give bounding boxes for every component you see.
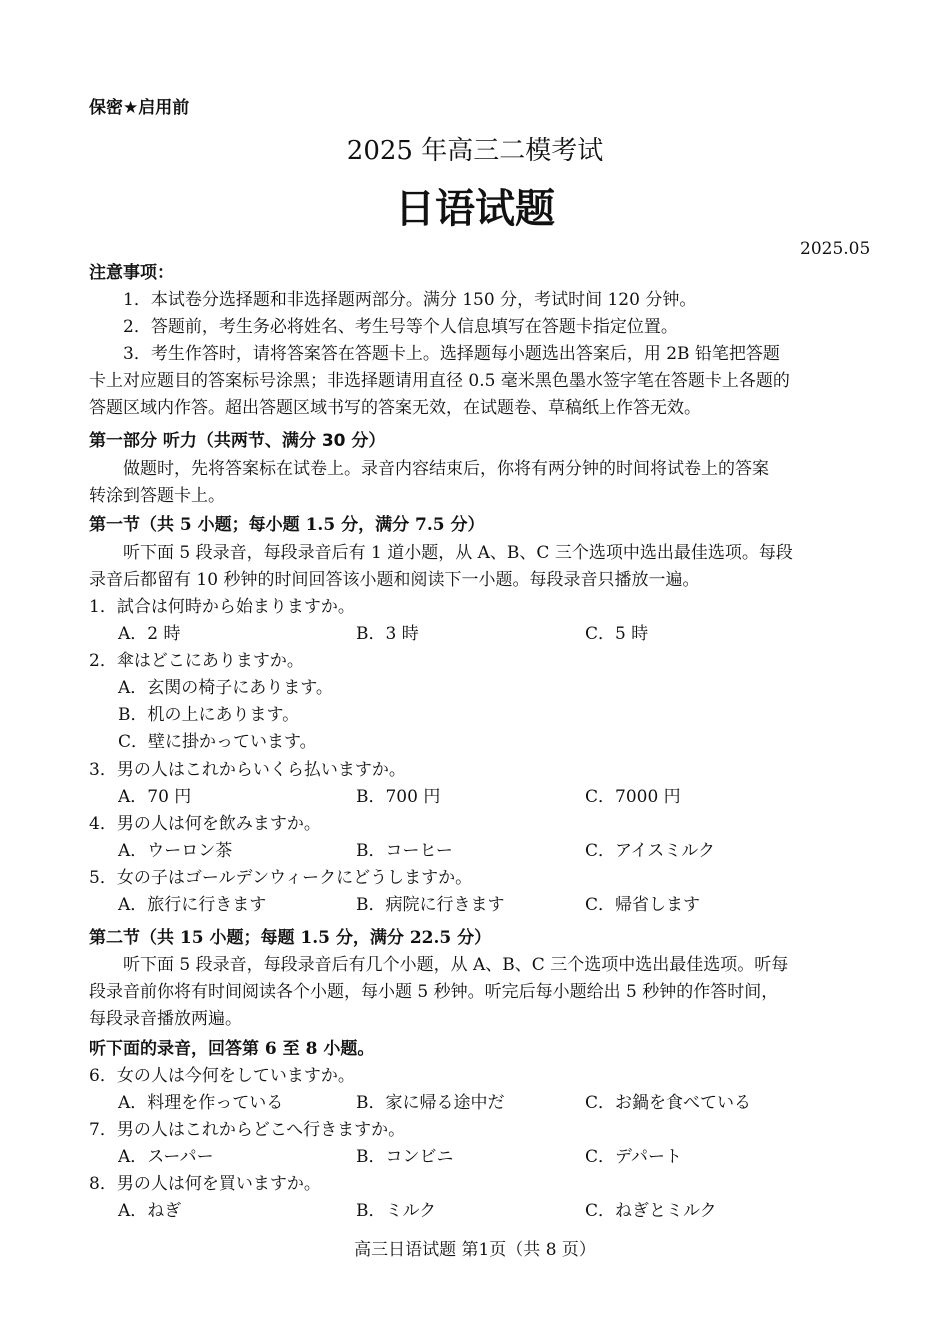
option-a: A．旅行に行きます — [118, 895, 267, 915]
question-stem: 1．試合は何時から始まりますか。 — [89, 597, 355, 617]
question-stem: 7．男の人はこれからどこへ行きますか。 — [89, 1120, 406, 1140]
option-b: B．机の上にあります。 — [118, 705, 300, 725]
option-b: B．コンビニ — [356, 1147, 454, 1167]
option-c: C．帰省します — [585, 895, 701, 915]
confidential-label: 保密★启用前 — [89, 98, 190, 118]
option-c: C．壁に掛かっています。 — [118, 732, 317, 752]
option-c: C．7000 円 — [585, 787, 681, 807]
note-item: 3．考生作答时，请将答案答在答题卡上。选择题每小题选出答案后，用 2B 铅笔把答题 — [123, 344, 780, 364]
note-item: 1．本试卷分选择题和非选择题两部分。满分 150 分，考试时间 120 分钟。 — [123, 290, 697, 310]
option-a: A．料理を作っている — [118, 1093, 284, 1113]
option-a: A．スーパー — [118, 1147, 214, 1167]
question-stem: 6．女の人は今何をしていますか。 — [89, 1066, 355, 1086]
question-stem: 2．傘はどこにありますか。 — [89, 651, 304, 671]
subject-title: 日语试题 — [395, 186, 555, 232]
option-a: A．ウーロン茶 — [118, 841, 233, 861]
page-footer: 高三日语试题 第1页（共 8 页） — [354, 1240, 596, 1260]
question-stem: 4．男の人は何を飲みますか。 — [89, 814, 321, 834]
option-b: B．ミルク — [356, 1201, 437, 1221]
section2-intro: 每段录音播放两遍。 — [89, 1009, 242, 1029]
option-b: B．病院に行きます — [356, 895, 505, 915]
section2-intro: 听下面 5 段录音，每段录音后有几个小题，从 A、B、C 三个选项中选出最佳选项。听每 — [123, 955, 789, 975]
section1-heading: 第一节（共 5 小题；每小题 1.5 分，满分 7.5 分） — [89, 515, 485, 535]
note-item: 2．答题前，考生务必将姓名、考生号等个人信息填写在答题卡指定位置。 — [123, 317, 678, 337]
section2-intro: 段录音前你将有时间阅读各个小题，每小题 5 秒钟。听完后每小题给出 5 秒钟的作答时间， — [89, 982, 779, 1002]
note-item: 卡上对应题目的答案标号涂黑；非选择题请用直径 0.5 毫米黑色墨水签字笔在答题卡上各题的 — [89, 371, 790, 391]
option-b: B．コーヒー — [356, 841, 453, 861]
option-a: A．ねぎ — [118, 1201, 182, 1221]
question-stem: 5．女の子はゴールデンウィークにどうしますか。 — [89, 868, 473, 888]
option-c: C．お鍋を食べている — [585, 1093, 752, 1113]
part1-intro: 转涂到答题卡上。 — [89, 486, 225, 506]
option-a: A．2 時 — [118, 624, 181, 644]
part1-intro: 做题时，先将答案标在试卷上。录音内容结束后，你将有两分钟的时间将试卷上的答案 — [123, 459, 769, 479]
section2-heading: 第二节（共 15 小题；每题 1.5 分，满分 22.5 分） — [89, 928, 492, 948]
question-stem: 8．男の人は何を買いますか。 — [89, 1174, 321, 1194]
option-a: A．70 円 — [118, 787, 192, 807]
option-b: B．3 時 — [356, 624, 419, 644]
option-c: C．アイスミルク — [585, 841, 715, 861]
option-c: C．デパート — [585, 1147, 682, 1167]
section1-intro: 听下面 5 段录音，每段录音后有 1 道小题，从 A、B、C 三个选项中选出最佳选项。每段 — [123, 543, 793, 563]
exam-date: 2025.05 — [800, 239, 871, 259]
group-heading: 听下面的录音，回答第 6 至 8 小题。 — [89, 1039, 375, 1059]
section1-intro: 录音后都留有 10 秒钟的时间回答该小题和阅读下一小题。每段录音只播放一遍。 — [89, 570, 700, 590]
option-c: C．5 時 — [585, 624, 649, 644]
option-b: B．700 円 — [356, 787, 441, 807]
option-a: A．玄関の椅子にあります。 — [118, 678, 333, 698]
note-item: 答题区域内作答。超出答题区域书写的答案无效，在试题卷、草稿纸上作答无效。 — [89, 398, 701, 418]
notes-heading: 注意事项： — [89, 263, 174, 283]
exam-title: 2025 年高三二模考试 — [346, 136, 604, 166]
part1-heading: 第一部分 听力（共两节、满分 30 分） — [89, 431, 386, 451]
option-b: B．家に帰る途中だ — [356, 1093, 505, 1113]
question-stem: 3．男の人はこれからいくら払いますか。 — [89, 760, 406, 780]
option-c: C．ねぎとミルク — [585, 1201, 717, 1221]
